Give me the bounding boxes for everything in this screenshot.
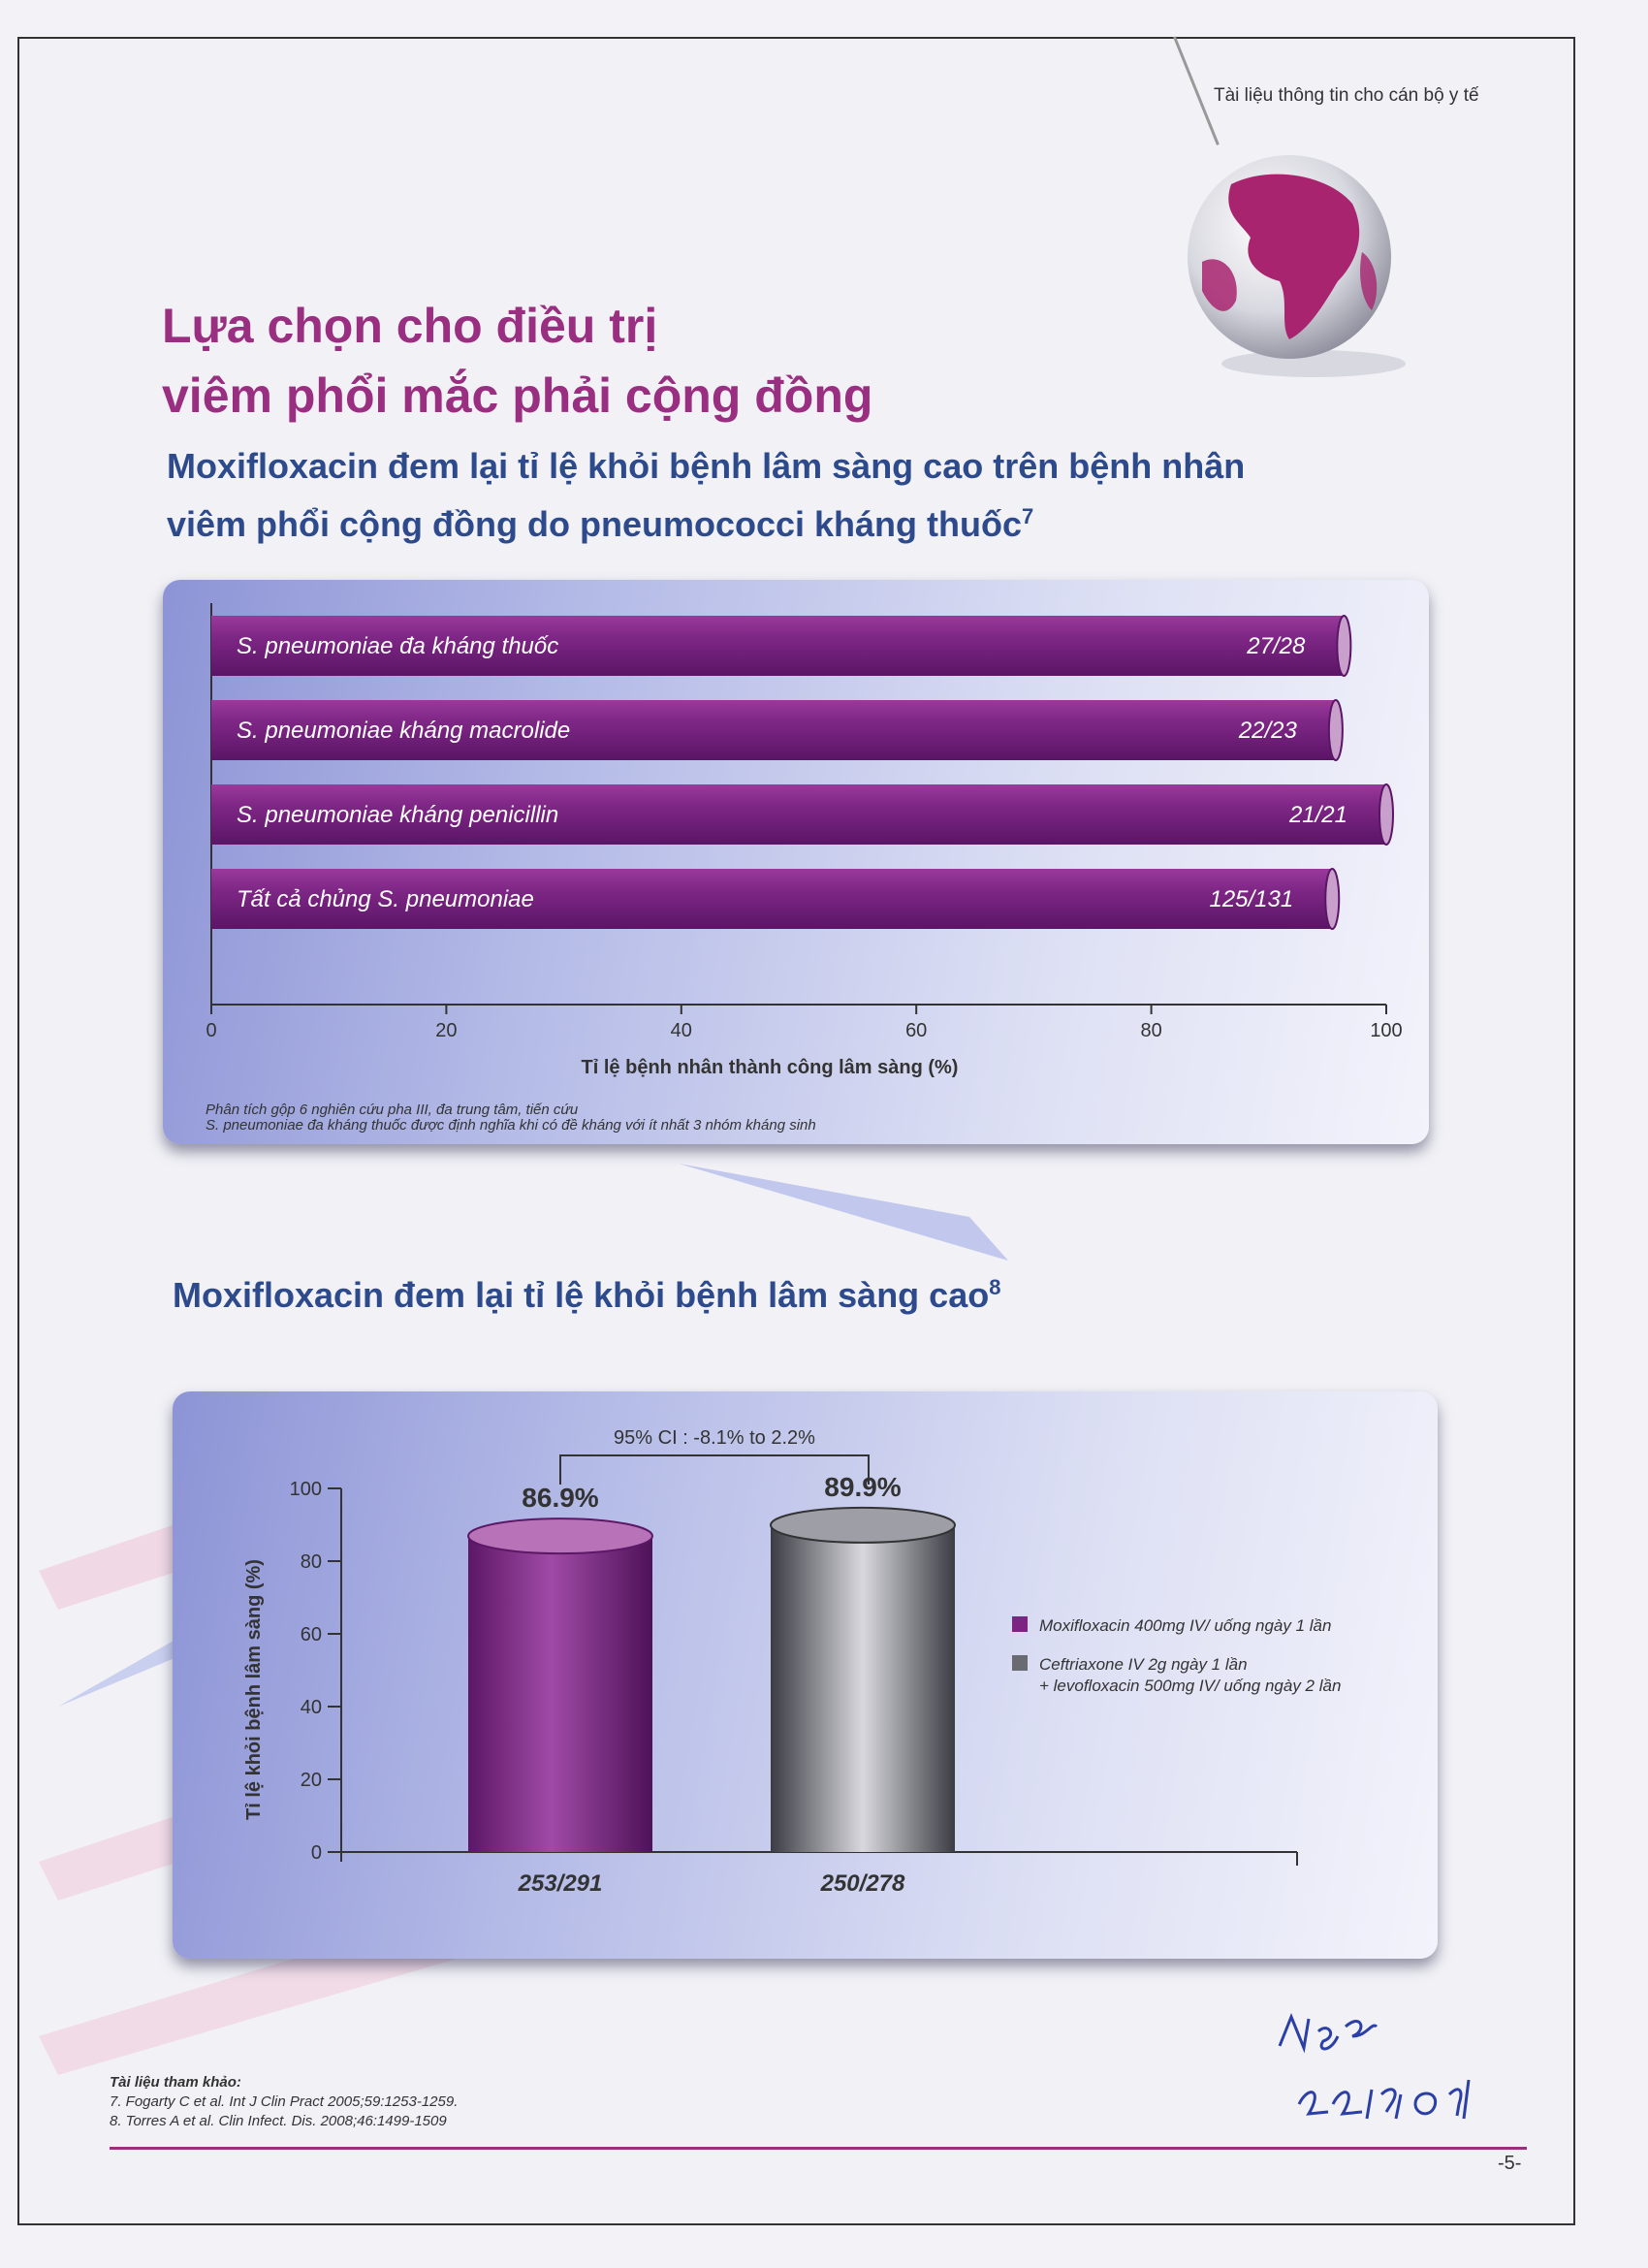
title-line-2: viêm phổi mắc phải cộng đồng xyxy=(162,368,873,423)
globe-icon xyxy=(1144,145,1406,388)
chart2-category-label: 253/291 xyxy=(518,1870,603,1897)
footer-rule xyxy=(110,2147,1527,2150)
chart1-bar-label: S. pneumoniae đa kháng thuốc xyxy=(237,633,559,659)
chart1-bar-cap xyxy=(1329,700,1343,760)
chart1-bar-label: S. pneumoniae kháng penicillin xyxy=(237,802,559,828)
chart2-panel xyxy=(173,1391,1438,1959)
chart1-bar-value: 27/28 xyxy=(1247,633,1306,659)
chart2-category-label: 250/278 xyxy=(820,1870,905,1897)
chart2-y-tick-label: 60 xyxy=(300,1624,322,1645)
chart2-y-tick-label: 100 xyxy=(289,1479,322,1500)
chart2-ci-label: 95% CI : -8.1% to 2.2% xyxy=(614,1427,815,1449)
references-title: Tài liệu tham khảo: xyxy=(110,2074,241,2091)
chart1-bar-cap xyxy=(1337,616,1350,676)
chart2-ci-bracket xyxy=(560,1455,869,1485)
chart1-x-tick-label: 20 xyxy=(435,1020,458,1041)
legend-label-ceftriaxone: Ceftriaxone IV 2g ngày 1 lần xyxy=(1039,1655,1248,1674)
handwritten-signature xyxy=(1270,1997,1493,2124)
chart1-x-tick-label: 60 xyxy=(905,1020,928,1041)
section-heading-2-ref: 8 xyxy=(989,1275,1001,1299)
references xyxy=(110,2073,458,2131)
title-line-1: Lựa chọn cho điều trị xyxy=(162,299,658,353)
chart2-svg xyxy=(173,1391,1438,1959)
chart1-x-tick-label: 0 xyxy=(206,1020,217,1041)
section-heading-1-line-2: viêm phổi cộng đồng do pneumococci kháng thuốc xyxy=(167,504,1023,544)
section-heading-2 xyxy=(173,1275,1000,1316)
chart2-y-tick-label: 0 xyxy=(310,1842,322,1864)
chart2-bar xyxy=(468,1536,652,1852)
legend-swatch-moxifloxacin xyxy=(1012,1616,1028,1632)
page-number: -5- xyxy=(1498,2153,1522,2174)
chart2-y-tick-label: 80 xyxy=(300,1551,322,1573)
section-heading-1-ref: 7 xyxy=(1022,504,1034,528)
chart1-note-2: S. pneumoniae đa kháng thuốc được định nghĩa khi có đề kháng với ít nhất 3 nhóm kháng sinh xyxy=(206,1117,816,1134)
page-title xyxy=(162,291,872,431)
header-note: Tài liệu thông tin cho cán bộ y tế xyxy=(1214,85,1479,106)
chart2-y-tick-label: 40 xyxy=(300,1697,322,1718)
section-heading-1 xyxy=(167,441,1456,550)
legend-label-moxifloxacin: Moxifloxacin 400mg IV/ uống ngày 1 lần xyxy=(1039,1616,1332,1635)
chart1-panel xyxy=(163,580,1429,1144)
chart1-x-axis-title: Tỉ lệ bệnh nhân thành công lâm sàng (%) xyxy=(581,1057,959,1078)
section-heading-1-line-1: Moxifloxacin đem lại tỉ lệ khỏi bệnh lâm sàng cao trên bệnh nhân xyxy=(167,446,1246,486)
chart1-x-tick-label: 100 xyxy=(1370,1020,1403,1041)
chart1-bar-value: 21/21 xyxy=(1288,802,1347,828)
chart2-bar-top xyxy=(468,1518,652,1553)
chart2-bar-value: 89.9% xyxy=(824,1471,902,1502)
chart1-bar-value: 125/131 xyxy=(1209,886,1294,912)
section-heading-2-text: Moxifloxacin đem lại tỉ lệ khỏi bệnh lâm sàng cao xyxy=(173,1275,990,1315)
legend-swatch-ceftriaxone xyxy=(1012,1655,1028,1671)
chart2-bar-top xyxy=(771,1508,955,1543)
reference-item: 8. Torres A et al. Clin Infect. Dis. 2008;46:1499-1509 xyxy=(110,2113,447,2129)
legend-label-levofloxacin: + levofloxacin 500mg IV/ uống ngày 2 lần xyxy=(1039,1677,1342,1695)
chart1-bar-cap xyxy=(1379,784,1393,845)
chart1-svg xyxy=(163,580,1429,1144)
chart1-note-1: Phân tích gộp 6 nghiên cứu pha III, đa trung tâm, tiến cứu xyxy=(206,1102,579,1118)
reference-item: 7. Fogarty C et al. Int J Clin Pract 2005;59:1253-1259. xyxy=(110,2093,459,2110)
chart2-y-axis-title: Tỉ lệ khỏi bệnh lâm sàng (%) xyxy=(243,1559,265,1820)
chart1-x-tick-label: 40 xyxy=(670,1020,692,1041)
chart1-bar-label: S. pneumoniae kháng macrolide xyxy=(237,718,571,744)
chart2-bar xyxy=(771,1525,955,1852)
chart1-bar-cap xyxy=(1325,869,1339,929)
chart2-bar-value: 86.9% xyxy=(522,1483,599,1514)
chart1-bar-label: Tất cả chủng S. pneumoniae xyxy=(237,886,534,912)
chart1-bar-value: 22/23 xyxy=(1238,718,1297,744)
chart2-y-tick-label: 20 xyxy=(300,1770,322,1791)
chart1-x-tick-label: 80 xyxy=(1140,1020,1162,1041)
